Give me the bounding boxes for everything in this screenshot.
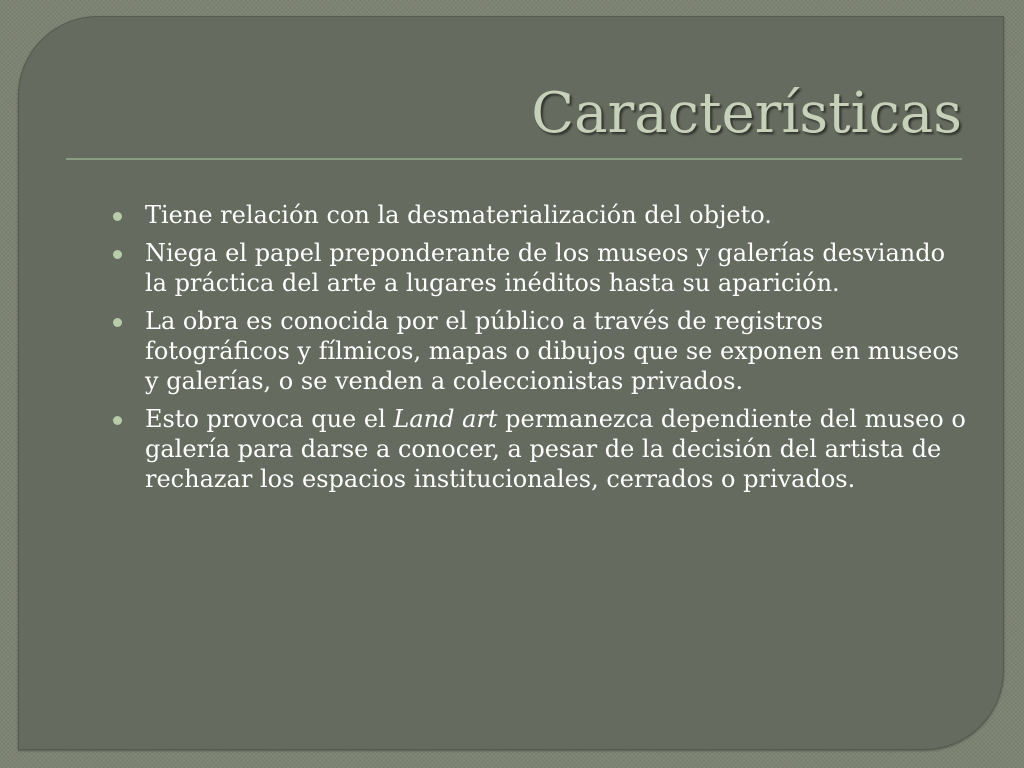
bullet-item-4 bbox=[110, 404, 970, 494]
title-divider bbox=[66, 158, 962, 160]
bullet-list bbox=[110, 200, 970, 502]
bullet-text-1: Tiene relación con la desmaterialización del objeto. bbox=[145, 201, 772, 229]
bullet-text-2: Niega el papel preponderante de los museos y galerías desviando la práctica del arte a lugares inéditos hasta su aparición. bbox=[145, 239, 946, 297]
bullet-dot-icon bbox=[113, 318, 122, 327]
bullet-text-4-before: Esto provoca que el bbox=[145, 405, 394, 433]
bullet-item-3 bbox=[110, 306, 970, 396]
bullet-dot-icon bbox=[113, 250, 122, 259]
bullet-item-2 bbox=[110, 238, 970, 298]
bullet-item-1 bbox=[110, 200, 970, 230]
bullet-text-4-emphasis: Land art bbox=[393, 405, 498, 433]
bullet-dot-icon bbox=[113, 212, 122, 221]
bullet-text-4-after: permanezca dependiente del museo o galería para darse a conocer, a pesar de la decisión del artista de rechazar los espacios institucionales, cerrados o privados. bbox=[145, 405, 966, 493]
slide-title: Características bbox=[531, 81, 962, 146]
bullet-text-3: La obra es conocida por el público a través de registros fotográficos y fílmicos, mapas o dibujos que se exponen en museos y galerías, o se venden a coleccionistas privados. bbox=[145, 307, 960, 395]
bullet-dot-icon bbox=[113, 416, 122, 425]
